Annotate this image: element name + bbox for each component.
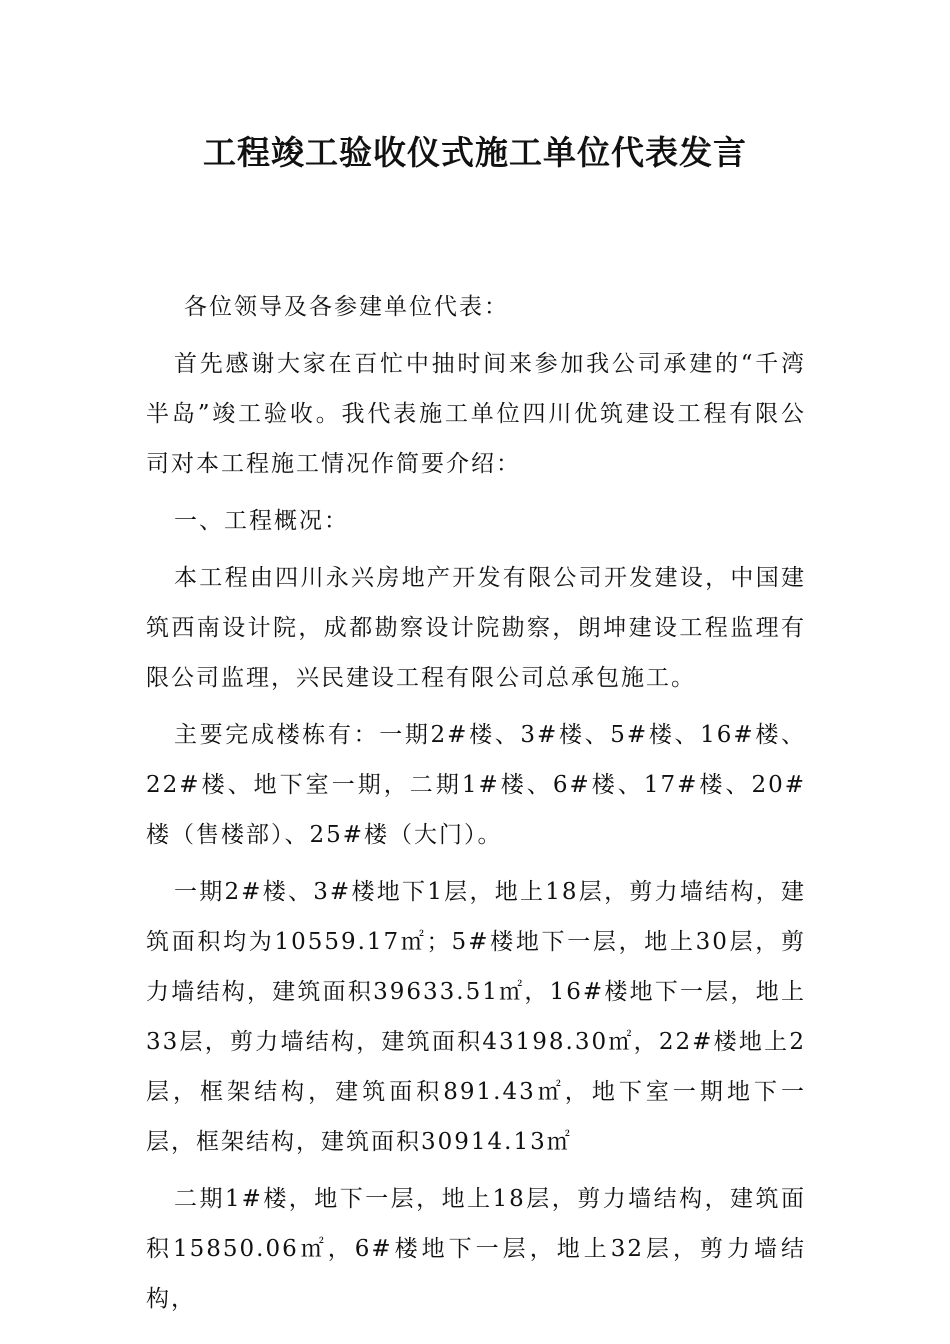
- parties-paragraph: 本工程由四川永兴房地产开发有限公司开发建设，中国建筑西南设计院，成都勘察设计院勘察，朗坤建设工程监理有限公司监理，兴民建设工程有限公司总承包施工。: [146, 565, 806, 691]
- buildings-list-paragraph: 主要完成楼栋有：一期2#楼、3#楼、5#楼、16#楼、22#楼、地下室一期，二期1#楼、6#楼、17#楼、20#楼（售楼部）、25#楼（大门）。: [146, 722, 806, 848]
- section-heading-overview: 一、工程概况：: [174, 508, 349, 534]
- salutation-paragraph: 各位领导及各参建单位代表：: [184, 294, 509, 320]
- document-body: [146, 282, 806, 1331]
- document-title: 工程竣工验收仪式施工单位代表发言: [203, 133, 747, 172]
- intro-paragraph: 首先感谢大家在百忙中抽时间来参加我公司承建的“千湾半岛”竣工验收。我代表施工单位四川优筑建设工程有限公司对本工程施工情况作简要介绍：: [146, 351, 806, 477]
- phase-one-details-paragraph: 一期2#楼、3#楼地下1层，地上18层，剪力墙结构，建筑面积均为10559.17㎡；5#楼地下一层，地上30层，剪力墙结构，建筑面积39633.51㎡，16#楼地下一层，地上33层，剪力墙结构，建筑面积43198.30㎡，22#楼地上2层，框架结构，建筑面积891.43㎡，地下室一期地下一层，框架结构，建筑面积30914.13㎡: [146, 879, 806, 1155]
- phase-two-details-paragraph: 二期1#楼，地下一层，地上18层，剪力墙结构，建筑面积15850.06㎡，6#楼地下一层，地上32层，剪力墙结构，: [146, 1186, 806, 1312]
